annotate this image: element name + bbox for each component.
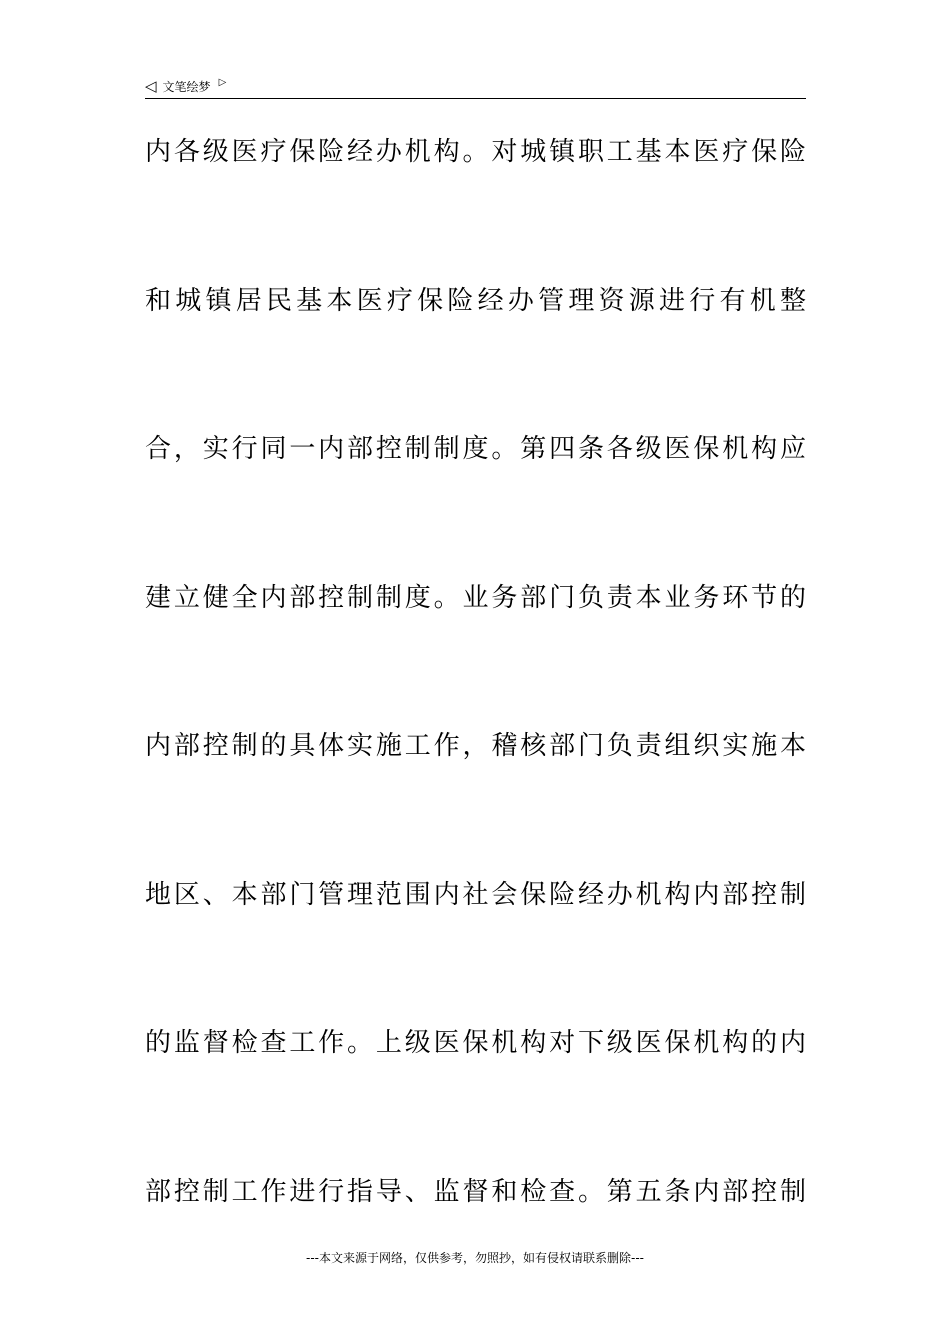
text-line: 内部控制的具体实施工作，稽核部门负责组织实施本	[145, 731, 806, 761]
page-header	[145, 74, 806, 99]
page-footer: ---本文来源于网络，仅供参考，勿照抄，如有侵权请联系删除---	[306, 1251, 644, 1265]
text-line: 和城镇居民基本医疗保险经办管理资源进行有机整	[145, 285, 806, 316]
left-triangle-icon: ◁	[145, 76, 157, 95]
body-text	[145, 128, 806, 1316]
header-title: 文笔绘梦	[162, 79, 211, 94]
text-line: 部控制工作进行指导、监督和检查。第五条内部控制	[145, 1176, 806, 1207]
text-line: 建立健全内部控制制度。业务部门负责本业务环节的	[145, 582, 806, 613]
text-line: 合，实行同一内部控制制度。第四条各级医保机构应	[145, 434, 806, 464]
right-triangle-icon: ▷	[218, 77, 227, 88]
text-line: 地区、本部门管理范围内社会保险经办机构内部控制	[145, 879, 806, 910]
text-line: 内各级医疗保险经办机构。对城镇职工基本医疗保险	[145, 137, 806, 167]
text-line: 的监督检查工作。上级医保机构对下级医保机构的内	[145, 1028, 806, 1058]
